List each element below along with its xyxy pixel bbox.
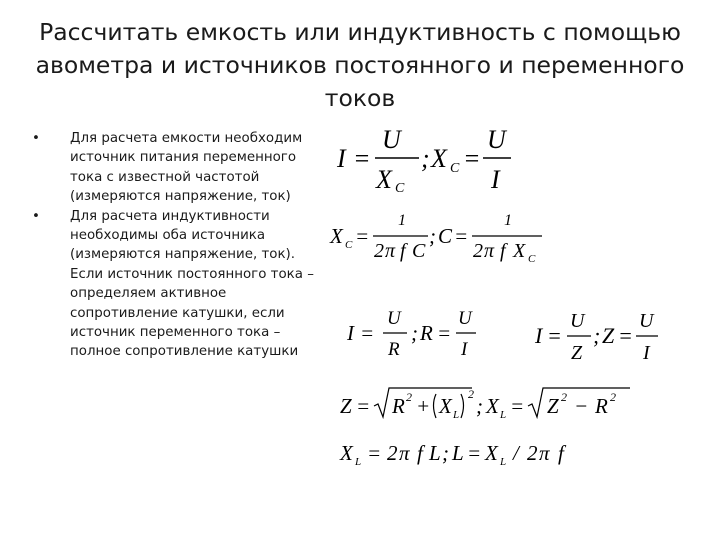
subscript-l: L [453, 409, 460, 421]
number-two: 2 [374, 240, 384, 262]
exponent-two: 2 [610, 390, 616, 404]
symbol-reactance: X [513, 240, 526, 262]
number-two: 2 [527, 441, 538, 465]
symbol-frequency: f [417, 441, 423, 465]
symbol-voltage: U [570, 310, 585, 332]
equals-sign: = [618, 323, 633, 348]
plus-sign: + [416, 394, 431, 418]
symbol-capacitance: C [438, 224, 453, 248]
symbol-voltage: U [387, 308, 401, 329]
bullet-marker: • [32, 131, 40, 146]
bullet-text: Для расчета индуктивности необходимы оба источника (измеряются напряжение, ток). Если источник постоянного тока – определяем активное сопротивление катушки, если источник переменного тока – полное сопротивление катушки [70, 208, 314, 360]
symbol-resistance: R [595, 394, 608, 418]
semicolon: ; [411, 321, 418, 345]
symbol-impedance: Z [340, 394, 352, 418]
symbol-pi: π [539, 441, 550, 465]
numerator-one: 1 [504, 212, 512, 229]
symbol-voltage: U [382, 125, 401, 154]
symbol-voltage: U [487, 125, 506, 154]
equals-sign: = [367, 441, 382, 465]
symbol-pi: π [385, 240, 396, 262]
symbol-resistance: R [388, 339, 400, 360]
symbol-capacitance: C [412, 240, 426, 262]
slash: / [513, 441, 519, 465]
semicolon: ; [421, 144, 430, 173]
symbol-current: I [337, 144, 346, 173]
bullet-list [32, 129, 322, 362]
formula-inductive-reactance-from-impedance [338, 384, 638, 429]
symbol-pi: π [399, 441, 410, 465]
symbol-pi: π [484, 240, 495, 262]
symbol-inductance: L [452, 441, 464, 465]
minus-sign: − [574, 394, 589, 418]
exponent-two: 2 [468, 387, 474, 401]
exponent-two: 2 [561, 390, 567, 404]
equals-sign: = [454, 224, 469, 248]
bullet-marker: • [32, 208, 40, 224]
subscript-l: L [355, 456, 362, 468]
semicolon: ; [476, 394, 483, 418]
equals-sign: = [356, 394, 371, 418]
symbol-current: I [347, 321, 354, 345]
number-two: 2 [387, 441, 398, 465]
symbol-reactance: X [431, 144, 447, 173]
equals-sign: = [355, 224, 370, 248]
bullet-text: Для расчета емкости необходим источник питания переменного тока с известной частотой (измеряются напряжение, ток) [70, 131, 303, 205]
symbol-voltage: U [458, 308, 472, 329]
equals-sign: = [360, 321, 375, 345]
symbol-reactance: X [376, 165, 392, 194]
equals-sign: = [353, 144, 371, 173]
symbol-impedance: Z [571, 342, 583, 364]
symbol-reactance: X [330, 224, 343, 248]
bullet-item-inductance [32, 207, 322, 362]
formula-inductance [338, 436, 588, 477]
semicolon: ; [442, 441, 449, 465]
slide-title: Рассчитать емкость или индуктивность с помощью авометра и источников постоянного и переменного токов [35, 18, 685, 112]
subscript-c: C [528, 253, 536, 265]
symbol-impedance: Z [547, 394, 559, 418]
subscript-l: L [500, 456, 507, 468]
symbol-reactance: X [485, 441, 498, 465]
symbol-reactance: X [439, 394, 452, 418]
symbol-resistance: R [392, 394, 405, 418]
semicolon: ; [429, 224, 436, 248]
formula-capacitance [328, 207, 548, 272]
equals-sign: = [437, 321, 452, 345]
symbol-current: I [491, 165, 500, 194]
symbol-reactance: X [486, 394, 499, 418]
semicolon: ; [593, 323, 601, 348]
formula-capacitive-reactance [335, 120, 515, 200]
subscript-l: L [500, 409, 507, 421]
subscript-c: C [345, 239, 353, 251]
symbol-impedance: Z [602, 323, 615, 348]
equals-sign: = [463, 144, 481, 173]
equals-sign: = [547, 323, 562, 348]
bullet-item-capacitance [32, 129, 322, 207]
symbol-frequency: f [400, 240, 406, 262]
formula-active-resistance [345, 306, 480, 371]
symbol-current: I [643, 342, 650, 364]
symbol-frequency: f [500, 240, 506, 262]
symbol-current: I [535, 323, 543, 348]
formula-impedance [533, 309, 663, 374]
symbol-resistance: R [420, 321, 433, 345]
symbol-frequency: f [558, 441, 564, 465]
symbol-reactance: X [340, 441, 353, 465]
equals-sign: = [467, 441, 482, 465]
exponent-two: 2 [406, 390, 412, 404]
numerator-one: 1 [398, 212, 406, 229]
subscript-c: C [395, 181, 405, 195]
symbol-inductance: L [429, 441, 441, 465]
subscript-c: C [450, 161, 460, 176]
number-two: 2 [473, 240, 483, 262]
equals-sign: = [510, 394, 525, 418]
symbol-current: I [461, 339, 468, 360]
symbol-voltage: U [639, 310, 654, 332]
